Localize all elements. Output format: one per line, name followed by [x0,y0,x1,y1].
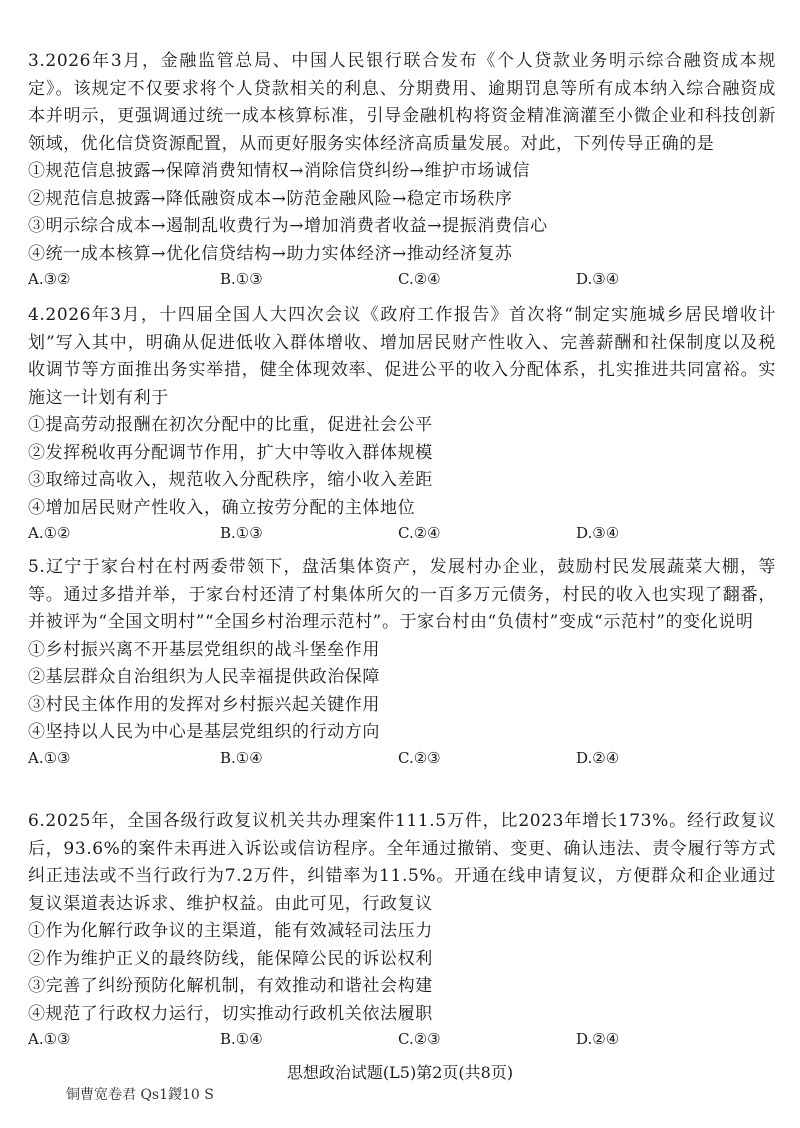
question-3 [28,48,776,290]
option-3: ③完善了纠纷预防化解机制，有效推动和谐社会构建 [28,976,433,996]
question-5 [28,554,776,769]
option-2: ②发挥税收再分配调节作用，扩大中等收入群体规模 [28,442,433,463]
choice-d: D.③④ [576,524,620,542]
option-3: ③村民主体作用的发挥对乡村振兴起关键作用 [28,694,380,715]
option-4: ④规范了行政权力运行，切实推动行政机关依法履职 [28,1003,433,1024]
choice-b: B.①③ [220,524,263,542]
question-4 [28,302,776,544]
choice-a: A.①② [28,524,71,542]
answer-choices [28,522,776,544]
option-1: ①乡村振兴离不开基层党组织的战斗堡垒作用 [28,639,380,660]
option-2: ②基层群众自治组织为人民幸福提供政治保障 [28,667,380,687]
question-6 [28,808,776,1050]
choice-a: A.③② [28,270,71,288]
choice-d: D.②④ [576,1030,620,1048]
choice-d: D.③④ [576,270,620,288]
choice-b: B.①③ [220,270,263,288]
choice-c: C.②③ [398,748,441,767]
choice-b: B.①④ [220,1030,263,1048]
choice-a: A.①③ [28,748,71,767]
option-4: ④增加居民财产性收入，确立按劳分配的主体地位 [28,497,416,518]
option-4: ④统一成本核算→优化信贷结构→助力实体经济→推动经济复苏 [28,243,513,264]
choice-b: B.①④ [220,748,263,767]
choice-c: C.②④ [398,270,441,288]
question-stem: 6.2025年，全国各级行政复议机关共办理案件111.5万件，比2023年增长173%。经行政复议后，93.6%的案件未再进入诉讼或信访程序。全年通过撤销、变更、确认违法、责令履行等方式纠正违法或不当行政行为7.2万件，纠错率为11.5%。开通在线申请复议，方便群众和企业通过复议渠道表达诉求、维护权益。由此可见，行政复议 [28,811,776,914]
choice-c: C.②④ [398,524,441,542]
option-4: ④坚持以人民为中心是基层党组织的行动方向 [28,722,380,742]
choice-d: D.②④ [576,748,620,767]
scan-stamp: 铜曹宽卷君 Qs1鍐10 S [66,1087,214,1103]
option-2: ②作为维护正义的最终防线，能保障公民的诉讼权利 [28,948,433,969]
question-stem: 3.2026年3月，金融监管总局、中国人民银行联合发布《个人贷款业务明示综合融资成本规定》。该规定不仅要求将个人贷款相关的利息、分期费用、逾期罚息等所有成本纳入综合融资成本并明示，更强调通过统一成本核算标准，引导金融机构将资金精准滴灌至小微企业和科技创新领域，优化信贷资源配置，从而更好服务实体经济高质量发展。对此，下列传导正确的是 [28,51,776,154]
answer-choices [28,268,776,290]
option-1: ①作为化解行政争议的主渠道，能有效减轻司法压力 [28,921,433,941]
question-stem: 5.辽宁于家台村在村两委带领下，盘活集体资产，发展村办企业，鼓励村民发展蔬菜大棚，等等。通过多措并举，于家台村还清了村集体所欠的一百多万元债务，村民的收入也实现了翻番，并被评为“全国文明村”“全国乡村治理示范村”。于家台村由“负债村”变成“示范村”的变化说明 [28,557,776,632]
option-3: ③明示综合成本→遏制乱收费行为→增加消费者收益→提振消费信心 [28,216,548,236]
choice-c: C.②③ [398,1030,441,1048]
page-footer: 思想政治试题(L5)第2页(共8页) [286,1063,514,1082]
question-stem: 4.2026年3月，十四届全国人大四次会议《政府工作报告》首次将“制定实施城乡居民增收计划”写入其中，明确从促进低收入群体增收、增加居民财产性收入、完善薪酬和社保制度以及税收调节等方面推出务实举措，健全体现效率、促进公平的收入分配体系，扎实推进共同富裕。实施这一计划有利于 [28,305,776,408]
answer-choices [28,1028,776,1050]
option-1: ①规范信息披露→保障消费知情权→消除信贷纠纷→维护市场诚信 [28,161,531,181]
choice-a: A.①③ [28,1030,71,1048]
option-2: ②规范信息披露→降低融资成本→防范金融风险→稳定市场秩序 [28,188,513,209]
answer-choices [28,747,776,769]
option-1: ①提高劳动报酬在初次分配中的比重，促进社会公平 [28,415,433,435]
option-3: ③取缔过高收入，规范收入分配秩序，缩小收入差距 [28,470,433,490]
